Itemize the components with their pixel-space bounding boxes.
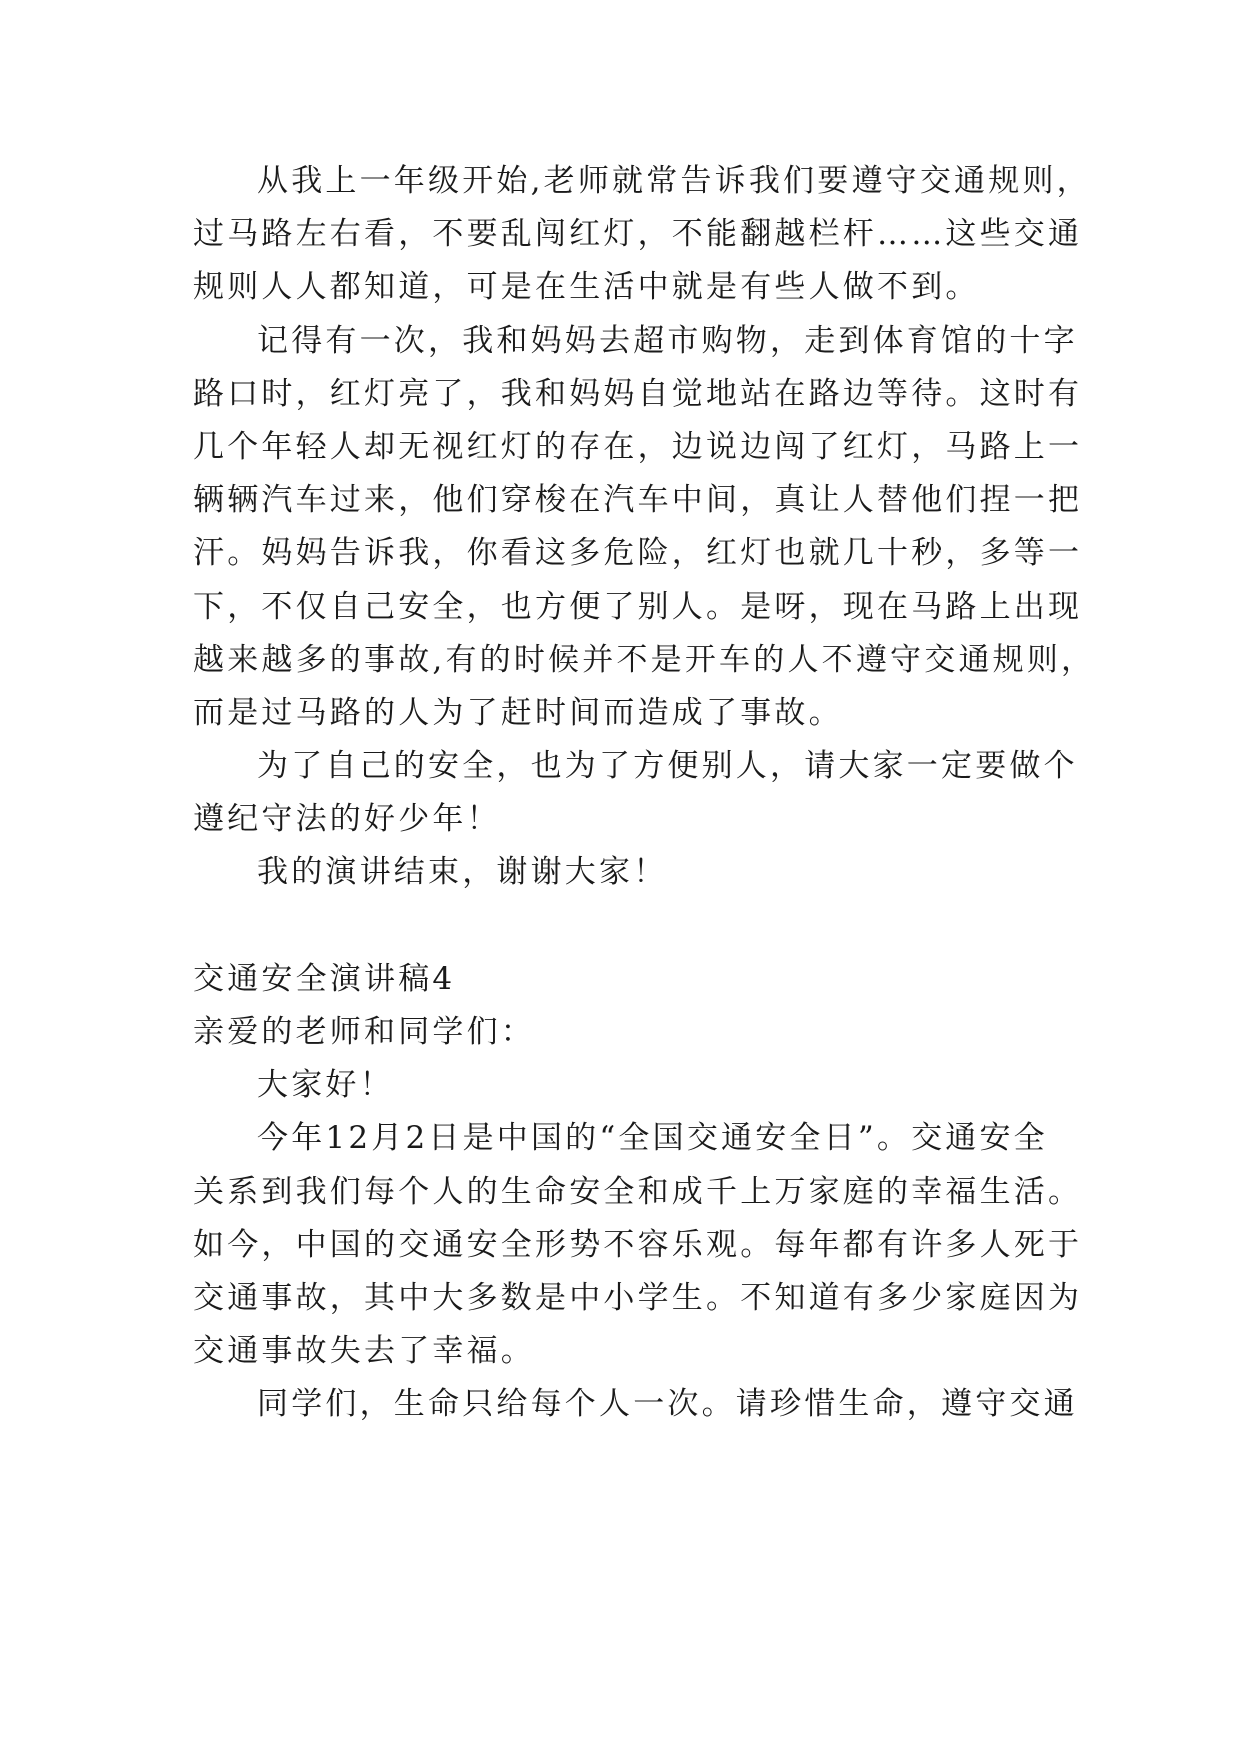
- closing-line: 我的演讲结束，谢谢大家！: [257, 854, 668, 891]
- paragraph-line: 下，不仅自己安全，也方便了别人。是呀，现在马路上出现: [193, 588, 1083, 625]
- paragraph-line: 从我上一年级开始,老师就常告诉我们要遵守交通规则，: [257, 163, 1091, 199]
- paragraph-line: 关系到我们每个人的生命安全和成千上万家庭的幸福生活。: [193, 1173, 1083, 1210]
- paragraph-line: 为了自己的安全，也为了方便别人，请大家一定要做个: [257, 748, 1078, 785]
- section-spacer: [193, 900, 1063, 953]
- paragraph-line: 交通事故失去了幸福。: [193, 1333, 535, 1370]
- paragraph-line: 规则人人都知道，可是在生活中就是有些人做不到。: [193, 269, 980, 306]
- paragraph-line: 而是过马路的人为了赶时间而造成了事故。: [193, 694, 843, 731]
- paragraph-line: 遵纪守法的好少年！: [193, 801, 501, 838]
- paragraph-line: 路口时，红灯亮了，我和妈妈自觉地站在路边等待。这时有: [193, 375, 1083, 412]
- paragraph-line: 交通事故，其中大多数是中小学生。不知道有多少家庭因为: [193, 1279, 1083, 1316]
- paragraph-line: 今年12月2日是中国的“全国交通安全日”。交通安全: [257, 1120, 1048, 1157]
- paragraph-line: 辆辆汽车过来，他们穿梭在汽车中间，真让人替他们捏一把: [193, 482, 1083, 519]
- paragraph-line: 几个年轻人却无视红灯的存在，边说边闯了红灯，马路上一: [193, 428, 1083, 465]
- paragraph-line: 同学们，生命只给每个人一次。请珍惜生命，遵守交通: [257, 1386, 1078, 1423]
- greeting: 大家好！: [257, 1067, 394, 1104]
- paragraph-line: 记得有一次，我和妈妈去超市购物，走到体育馆的十字: [257, 322, 1078, 359]
- document-body: [193, 155, 1096, 1432]
- section-title: 交通安全演讲稿4: [193, 960, 456, 997]
- paragraph-line: 过马路左右看，不要乱闯红灯，不能翻越栏杆……这些交通: [193, 216, 1083, 253]
- paragraph-line: 汗。妈妈告诉我，你看这多危险，红灯也就几十秒，多等一: [193, 535, 1083, 572]
- salutation: 亲爱的老师和同学们：: [193, 1014, 535, 1050]
- paragraph-line: 如今，中国的交通安全形势不容乐观。每年都有许多人死于: [193, 1226, 1083, 1263]
- paragraph-line: 越来越多的事故,有的时候并不是开车的人不遵守交通规则，: [193, 641, 1096, 678]
